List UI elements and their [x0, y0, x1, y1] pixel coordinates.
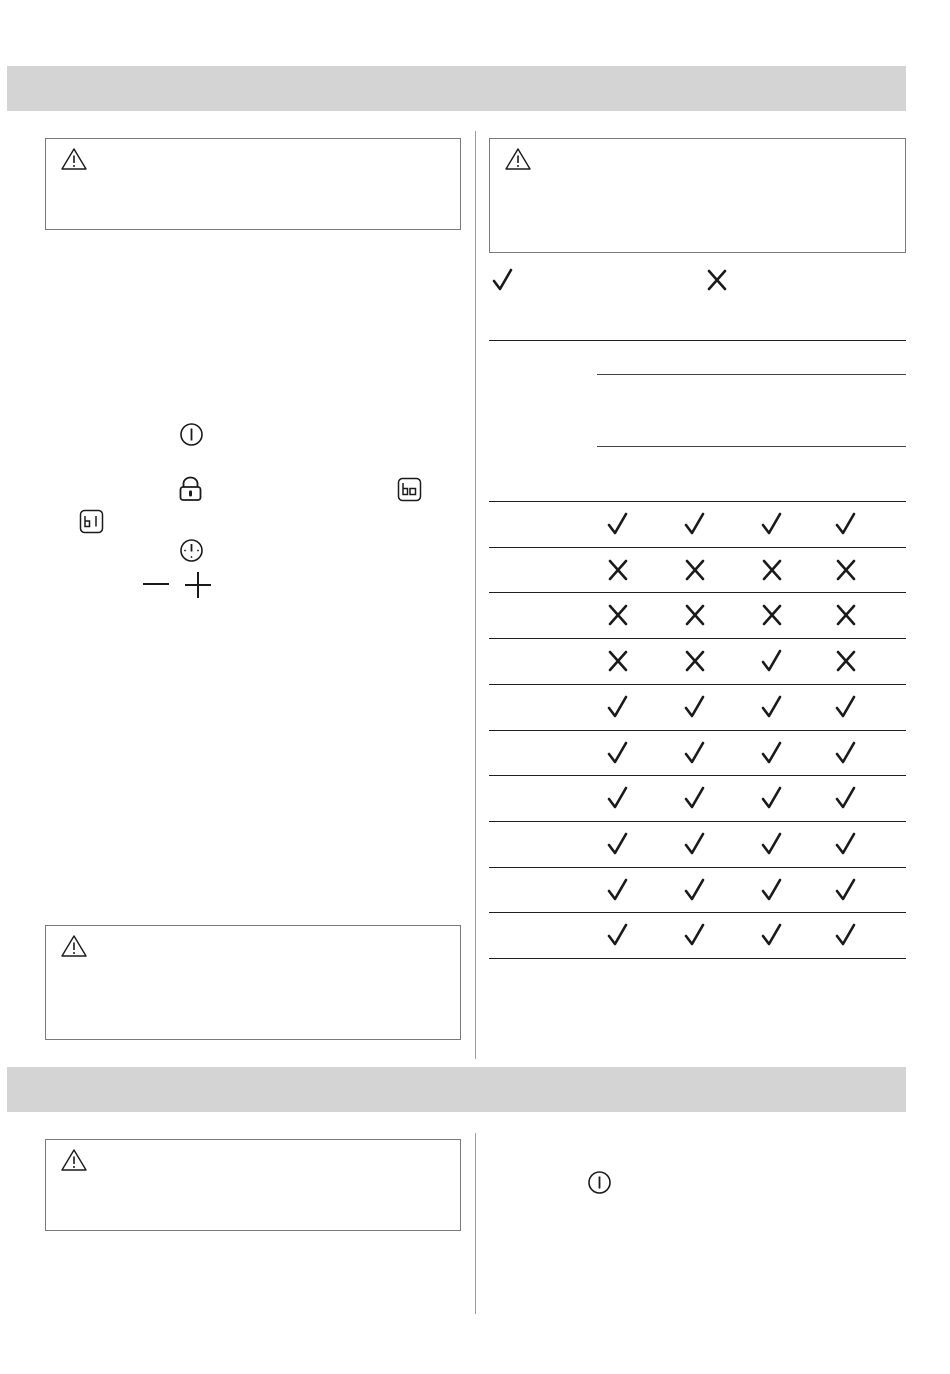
table-row-rule: [489, 958, 906, 959]
cross-mark-icon: [760, 603, 784, 627]
check-mark-icon: [834, 832, 858, 856]
table-header-subrule-1: [597, 374, 906, 375]
check-mark-icon: [606, 786, 630, 810]
table-header-bottom-rule: [489, 501, 906, 502]
warning-triangle-icon: [60, 1148, 88, 1172]
warning-triangle-icon: [60, 934, 88, 958]
check-mark-icon: [606, 832, 630, 856]
check-mark-icon: [760, 923, 784, 947]
cross-mark-icon: [606, 649, 630, 673]
warning-triangle-icon: [60, 147, 88, 171]
plus-icon: [185, 572, 211, 598]
cross-mark-icon: [683, 558, 707, 582]
section-header-band-2: [7, 1067, 906, 1112]
check-mark-icon: [760, 741, 784, 765]
check-mark-icon: [683, 923, 707, 947]
power-icon: [587, 1170, 612, 1195]
check-mark-icon: [683, 695, 707, 719]
check-mark-icon: [606, 878, 630, 902]
cross-mark-icon: [834, 649, 858, 673]
check-mark-icon: [606, 695, 630, 719]
cross-mark-icon: [834, 603, 858, 627]
check-mark-icon: [760, 878, 784, 902]
check-mark-icon: [606, 923, 630, 947]
cross-mark-icon: [606, 603, 630, 627]
cross-mark-icon: [760, 558, 784, 582]
lock-icon: [178, 476, 203, 502]
check-mark-icon: [760, 649, 784, 673]
power-icon: [179, 422, 204, 447]
check-mark-icon: [760, 832, 784, 856]
check-mark-icon: [760, 695, 784, 719]
section-header-band-1: [7, 66, 906, 111]
check-mark-icon: [606, 512, 630, 536]
timer-icon: [179, 538, 204, 563]
cross-mark-icon: [834, 558, 858, 582]
check-mark-icon: [606, 741, 630, 765]
table-row-rule: [489, 912, 906, 913]
check-mark-icon: [683, 878, 707, 902]
check-mark-icon: [834, 512, 858, 536]
table-row-rule: [489, 775, 906, 776]
minus-icon: [143, 582, 169, 586]
table-row-rule: [489, 638, 906, 639]
check-mark-icon: [834, 878, 858, 902]
cross-mark-icon: [606, 558, 630, 582]
check-mark-icon: [834, 695, 858, 719]
table-row-rule: [489, 730, 906, 731]
legend-check-mark-icon: [491, 268, 515, 297]
check-mark-icon: [683, 786, 707, 810]
check-mark-icon: [834, 923, 858, 947]
warning-box-1: [45, 138, 461, 230]
display-b1-icon: [79, 509, 104, 534]
table-header-subrule-2: [597, 446, 906, 447]
table-row-rule: [489, 867, 906, 868]
table-row-rule: [489, 821, 906, 822]
check-mark-icon: [760, 512, 784, 536]
warning-box-4: [45, 1139, 461, 1231]
check-mark-icon: [834, 741, 858, 765]
column-divider-1: [475, 131, 476, 1059]
cross-mark-icon: [683, 603, 707, 627]
legend-cross-mark-icon: [705, 268, 729, 297]
cross-mark-icon: [683, 649, 707, 673]
check-mark-icon: [683, 741, 707, 765]
table-row-rule: [489, 547, 906, 548]
warning-triangle-icon: [504, 147, 532, 171]
check-mark-icon: [683, 832, 707, 856]
display-b0-icon: [397, 477, 422, 502]
column-divider-2: [475, 1133, 476, 1314]
table-row-rule: [489, 592, 906, 593]
warning-box-3: [45, 925, 461, 1040]
warning-box-2: [489, 138, 906, 253]
check-mark-icon: [683, 512, 707, 536]
table-top-rule: [489, 340, 906, 341]
check-mark-icon: [760, 786, 784, 810]
table-row-rule: [489, 684, 906, 685]
check-mark-icon: [834, 786, 858, 810]
